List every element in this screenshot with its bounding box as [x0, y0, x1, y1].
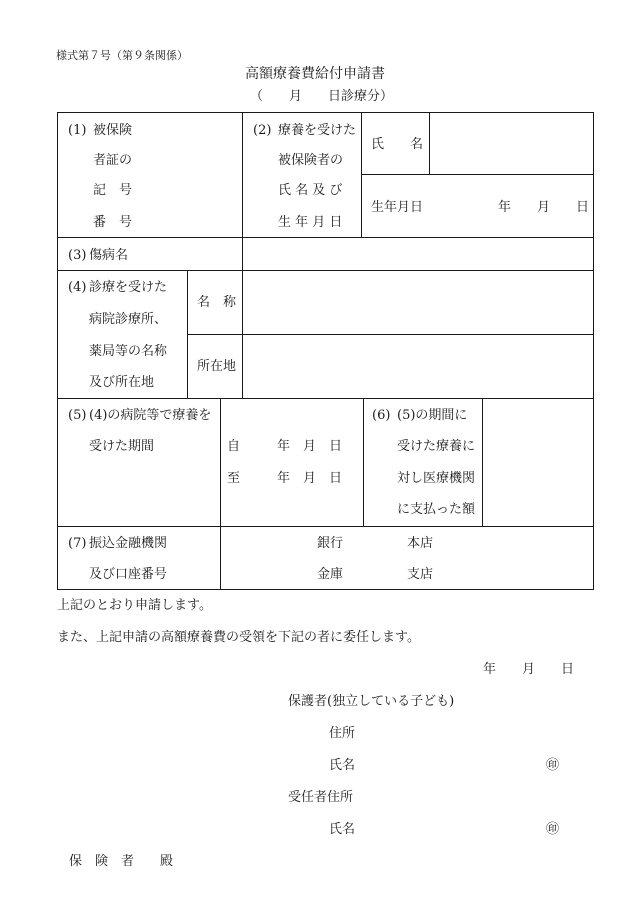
insured-cert-line1: 被保険	[93, 123, 133, 138]
credit-union-label: 金庫	[317, 567, 344, 582]
bank-label: 銀行	[317, 536, 344, 551]
guardian-name-label: 氏名	[329, 758, 356, 773]
application-table	[57, 112, 594, 590]
facility-line2: 病院診療所、	[89, 312, 168, 327]
form-title: 高額療養費給付申請書	[245, 66, 385, 82]
bank-line2: 及び口座番号	[89, 567, 168, 582]
facility-line3: 薬局等の名称	[89, 344, 168, 359]
patient-num: (2)	[253, 123, 272, 138]
branch-label: 支店	[407, 567, 434, 582]
disease-num: (3)	[68, 248, 87, 263]
delegate-statement: また、上記申請の高額療養費の受領を下記の者に委任します。	[57, 630, 420, 645]
period-to-date: 年 月 日	[277, 471, 343, 486]
insured-cert-line2: 者証の	[93, 153, 133, 168]
insured-cert-line4: 番 号	[93, 215, 133, 230]
addressee: 保 険 者 殿	[69, 854, 174, 869]
period-to-label: 至	[227, 471, 241, 486]
facility-line4: 及び所在地	[89, 375, 155, 390]
period-line1: (4)の病院等で療養を	[89, 408, 212, 423]
period-from-label: 自	[227, 439, 241, 454]
form-number: 様式第７号（第９条関係）	[56, 49, 188, 62]
patient-line4: 生 年 月 日	[278, 215, 343, 230]
paid-line2: 受けた療養に	[397, 439, 476, 454]
guardian-seal-mark: ㊞	[546, 758, 560, 773]
paid-line3: 対し医療機関	[397, 471, 476, 486]
apply-statement: 上記のとおり申請します。	[57, 598, 212, 613]
birth-date-label: 生年月日	[371, 200, 424, 215]
delegate-seal-mark: ㊞	[546, 822, 560, 837]
patient-line1: 療養を受けた	[278, 123, 357, 138]
insured-cert-num: (1)	[68, 123, 87, 138]
patient-line3: 氏 名 及 び	[278, 183, 343, 198]
facility-line1: 診療を受けた	[89, 280, 168, 295]
delegate-name-label: 氏名	[329, 822, 356, 837]
facility-num: (4)	[68, 280, 87, 295]
paid-line1: (5)の期間に	[397, 408, 468, 423]
paid-num: (6)	[372, 408, 391, 423]
bank-line1: 振込金融機関	[89, 536, 168, 551]
form-subtitle: （ 月 日診療分）	[250, 89, 394, 104]
delegate-address-label: 受任者住所	[288, 790, 354, 805]
facility-name-label: 名 称	[197, 295, 237, 310]
patient-line2: 被保険者の	[278, 153, 344, 168]
patient-name-label: 氏 名	[371, 137, 424, 152]
application-date: 年 月 日	[483, 662, 575, 677]
period-from-date: 年 月 日	[277, 439, 343, 454]
paid-line4: に支払った額	[397, 502, 476, 517]
insured-cert-line3: 記 号	[93, 183, 133, 198]
head-office-label: 本店	[407, 536, 434, 551]
birth-date-value: 年 月 日	[498, 200, 590, 215]
period-num: (5)	[68, 408, 87, 423]
disease-label: 傷病名	[89, 248, 129, 263]
guardian-label: 保護者(独立している子ども)	[288, 694, 455, 709]
facility-address-label: 所在地	[197, 359, 237, 374]
bank-num: (7)	[68, 536, 87, 551]
period-line2: 受けた期間	[89, 439, 155, 454]
guardian-address-label: 住所	[329, 726, 356, 741]
